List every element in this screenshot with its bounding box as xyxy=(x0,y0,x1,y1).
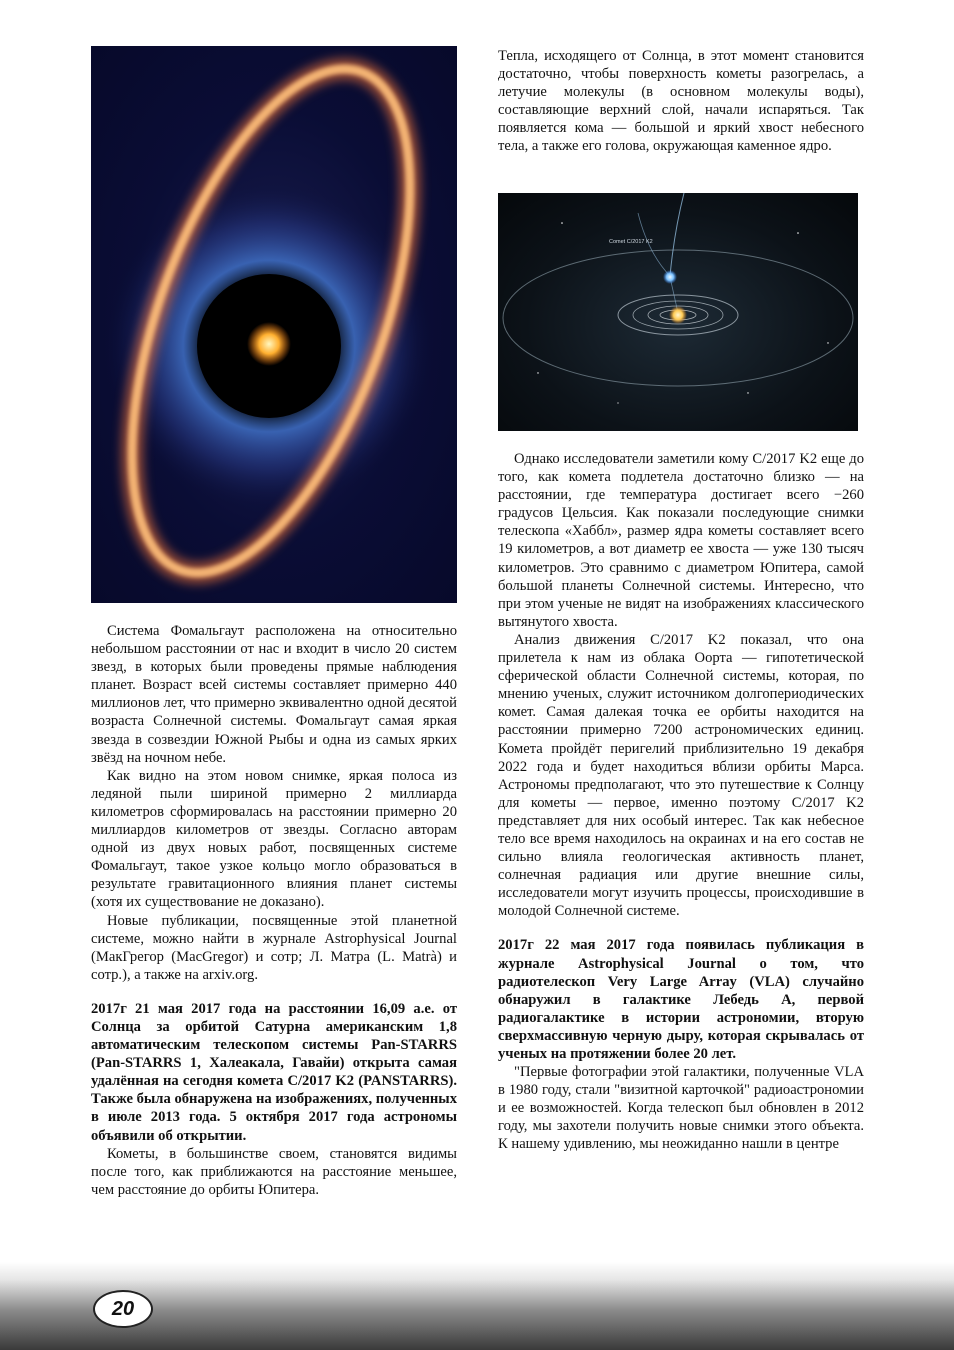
fomalhaut-ring-graphic xyxy=(91,46,457,603)
comet-image-label: Comet C/2017 K2 xyxy=(609,239,653,245)
paragraph-comets-visibility: Кометы, в большинстве своем, становятся видимы после того, как приближаются на расстояние меньшее, чем расстояние до орбиты Юпитера. xyxy=(91,1145,457,1198)
paragraph-ice-dust-ring: Как видно на этом новом снимке, яркая полоса из ледяной пыли шириной примерно 2 миллиарда километров сформировалась на расстоянии примерно 20 миллиардов километров от звезды. Согласно авторам одной из двух новых работ, посвященных системе Фомальгаут, такое узкое кольцо могло образоваться в результате гравитационного влияния планет системы (хотя их существование не доказано). xyxy=(91,767,457,911)
right-text-column-bottom xyxy=(498,450,864,1154)
paragraph-publications: Новые публикации, посвященные этой планетной системе, можно найти в журнале Astrophysical Journal (МакГрегор (MacGregor) и сотр; Л. Матра (L. Matrà) и сотр.), а также на arxiv.org. xyxy=(91,912,457,983)
comet-orbit-image xyxy=(498,193,858,431)
paragraph-fomalhaut-system: Система Фомальгаут расположена на относительно небольшом расстоянии от нас и входит в число 20 систем звезд, в которых были проведены прямые наблюдения планет. Возраст всей системы составляет примерно 440 миллионов лет, что примерно эквивалентно одной десятой возраста Солнечной системы. Фомальгаут самая яркая звезда в созвездии Южной Рыбы и одна из самых ярких звёзд на ночном небе. xyxy=(91,623,457,766)
left-text-column xyxy=(91,622,457,1199)
comet-orbit-graphic xyxy=(498,193,858,431)
right-text-column-top xyxy=(498,47,864,156)
paragraph-comet-discovery-heading: 2017г 21 мая 2017 года на расстоянии 16,09 а.е. от Солнца за орбитой Сатурна американским 1,8 автоматическим телескопом системы Pan-STARRS (Pan-STARRS 1, Халеакала, Гавайи) открыта самая удалённая на сегодня комета С/2017 K2 (PANSTARRS). Также была обнаружена на изображениях, полученных в июле 2013 года. 5 октября 2017 года астрономы объявили об открытии. xyxy=(91,1000,457,1144)
paragraph-hubble-observations: Однако исследователи заметили кому C/2017 K2 еще до того, как комета подлетела достаточно близко — на расстоянии, где температура достигает всего −260 градусов Цельсия. Как показали последующие снимки телескопа «Хаббл», размер ядра кометы составляет всего 19 километров, а вот диаметр ее хвоста — уже 130 тысяч километров. Это сравнимо с диаметром Юпитера, самой большой планеты Солнечной системы. Интересно, что при этом ученые не видят на изображениях классического вытянутого хвоста. xyxy=(498,451,864,630)
paragraph-oort-cloud: Анализ движения C/2017 K2 показал, что она прилетела к нам из облака Оорта — гипотетической сферической области Солнечной системы, которая, по мнению ученых, служит источником долгопериодических комет. Самая далекая точка ее орбиты находится на расстоянии примерно 7200 астрономических единиц. Комета пройдёт перигелий приблизительно 19 декабря 2022 года и будет находиться вблизи орбиты Марса. Астрономы предполагают, что это путешествие к Солнцу для кометы — первое, именно поэтому C/2017 K2 представляет для них особый интерес. Так как небесное тело все время находилось на окраинах и на его состав не сильно влияла геологическая активность планет, солнечная радиация или другие внешние силы, исследователи могут изучить процессы, происходившие в молодой Солнечной системе. xyxy=(498,631,864,920)
fomalhaut-ring-image xyxy=(91,46,457,603)
paragraph-coma-formation: Тепла, исходящего от Солнца, в этот момент становится достаточно, чтобы поверхность кометы разогрелась, а летучие молекулы (в основном молекулы воды), составляющие верхний слой, начали испаряться. Так появляется кома — большой и яркий хвост небесного тела, а также его голова, окружающая каменное ядро. xyxy=(498,48,864,155)
paragraph-vla-quote: "Первые фотографии этой галактики, полученные VLA в 1980 году, стали "визитной карточкой" радиоастрономии и ее возможностей. Когда телескоп был обновлен в 2012 году, мы захотели получить новые снимки этого объекта. К нашему удивлению, мы неожиданно нашли в центре xyxy=(498,1064,864,1153)
page-number: 20 xyxy=(93,1290,153,1328)
paragraph-vla-discovery-heading: 2017г 22 мая 2017 года появилась публикация в журнале Astrophysical Journal о том, что радиотелескоп Very Large Array (VLA) случайно обнаружил в галактике Лебедь А, первой радиогалактике в истории астрономии, вторую сверхмассивную черную дыру, которая скрывалась от ученых на протяжении более 20 лет. xyxy=(498,937,864,1062)
